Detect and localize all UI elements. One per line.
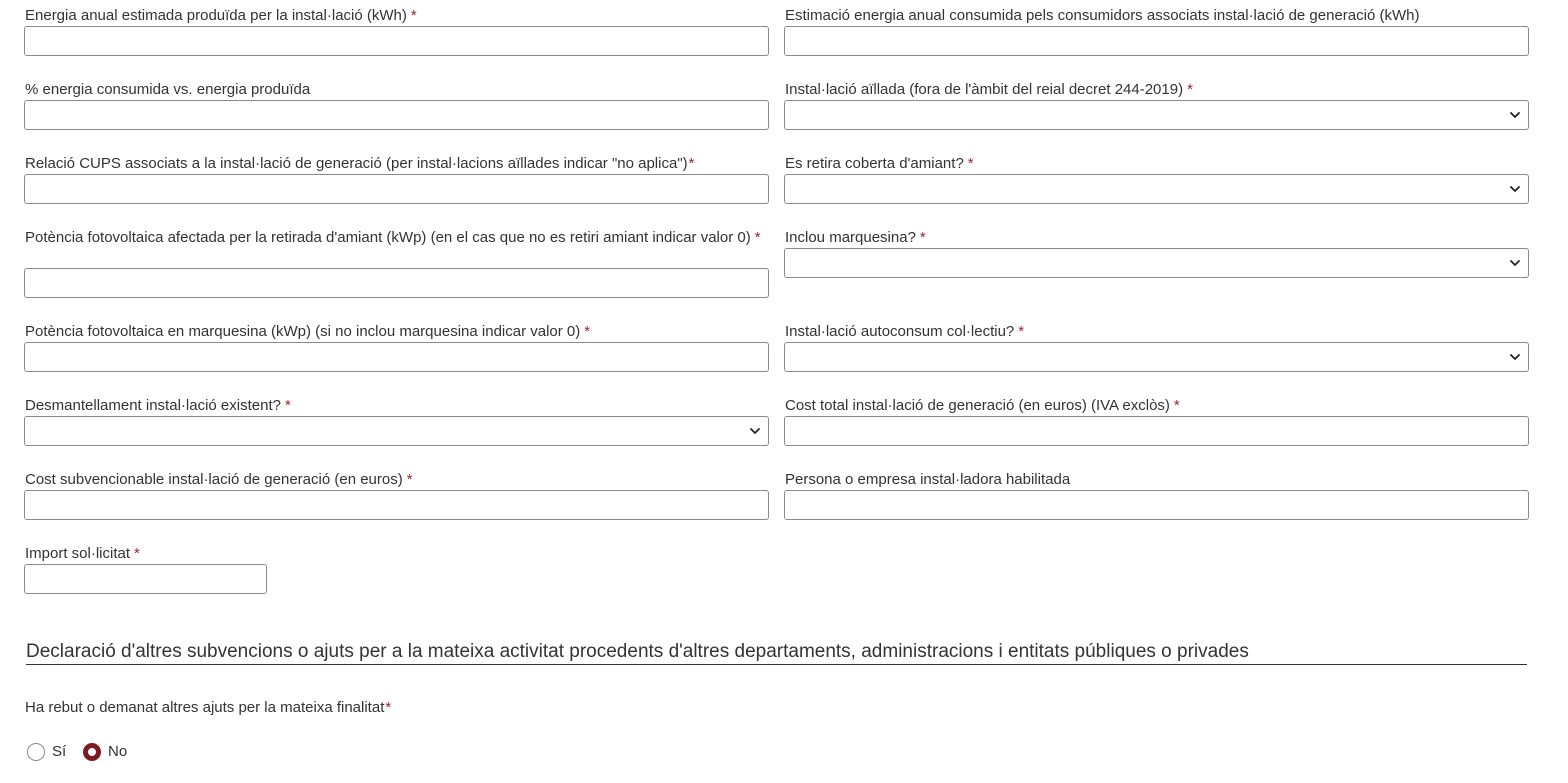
chevron-down-icon: [749, 424, 761, 438]
field-label: Inclou marquesina? *: [785, 229, 926, 246]
field-label: Potència fotovoltaica en marquesina (kWp) (si no inclou marquesina indicar valor 0) *: [25, 323, 591, 340]
potencia-marquesina-input[interactable]: [24, 342, 769, 372]
section-title: Declaració d'altres subvencions o ajuts per a la mateixa activitat procedents d'altres departaments, administracions i entitats públiques o privades: [26, 641, 1249, 662]
estimacio-energia-consumida-input[interactable]: [784, 26, 1529, 56]
field-label: Es retira coberta d'amiant? *: [785, 155, 974, 172]
required-mark: *: [967, 155, 974, 172]
chevron-down-icon: [1509, 256, 1521, 270]
radio-si-label[interactable]: Sí: [52, 743, 67, 760]
field-label: Persona o empresa instal·ladora habilitada: [785, 471, 1071, 488]
radio-si[interactable]: [27, 743, 45, 761]
cost-subvencionable-input[interactable]: [24, 490, 769, 520]
required-mark: *: [284, 397, 291, 414]
percent-energia-consumida-input[interactable]: [24, 100, 769, 130]
radio-no[interactable]: [83, 743, 101, 761]
required-mark: *: [134, 545, 140, 562]
chevron-down-icon: [1509, 182, 1521, 196]
field-label: Cost total instal·lació de generació (en euros) (IVA exclòs) *: [785, 397, 1180, 414]
cost-total-input[interactable]: [784, 416, 1529, 446]
potencia-amiant-input[interactable]: [24, 268, 769, 298]
field-label: Relació CUPS associats a la instal·lació de generació (per instal·lacions aïllades indicar "no aplica")*: [25, 155, 695, 172]
empresa-installadora-input[interactable]: [784, 490, 1529, 520]
retira-amiant-select[interactable]: [784, 174, 1529, 204]
energia-anual-produida-input[interactable]: [24, 26, 769, 56]
required-mark: *: [688, 155, 695, 172]
field-label: Desmantellament instal·lació existent? *: [25, 397, 291, 414]
field-label: Energia anual estimada produïda per la instal·lació (kWh) *: [25, 7, 417, 24]
inclou-marquesina-select[interactable]: [784, 248, 1529, 278]
field-label: Instal·lació aïllada (fora de l'àmbit del reial decret 244-2019) *: [785, 81, 1193, 98]
relacio-cups-input[interactable]: [24, 174, 769, 204]
required-mark: *: [1187, 81, 1193, 98]
other-aid-question: Ha rebut o demanat altres ajuts per la mateixa finalitat*: [25, 699, 392, 716]
required-mark: *: [919, 229, 926, 246]
field-label: Instal·lació autoconsum col·lectiu? *: [785, 323, 1025, 340]
import-sollicitat-input[interactable]: [24, 564, 267, 594]
required-mark: *: [584, 323, 591, 340]
field-label: Estimació energia anual consumida pels consumidors associats instal·lació de generació (kWh): [785, 7, 1420, 24]
installacio-aillada-select[interactable]: [784, 100, 1529, 130]
chevron-down-icon: [1509, 350, 1521, 364]
required-mark: *: [1018, 323, 1025, 340]
field-label: % energia consumida vs. energia produïda: [25, 81, 311, 98]
required-mark: *: [410, 7, 417, 24]
field-label: Import sol·licitat *: [25, 545, 140, 562]
autoconsum-collectiu-select[interactable]: [784, 342, 1529, 372]
required-mark: *: [406, 471, 413, 488]
chevron-down-icon: [1509, 108, 1521, 122]
field-label: Potència fotovoltaica afectada per la retirada d'amiant (kWp) (en el cas que no es retiri amiant indicar valor 0) *: [25, 229, 761, 246]
required-mark: *: [385, 699, 392, 716]
field-label: Cost subvencionable instal·lació de generació (en euros) *: [25, 471, 413, 488]
section-divider: [26, 664, 1527, 665]
required-mark: *: [1173, 397, 1180, 414]
required-mark: *: [754, 229, 761, 246]
radio-no-label[interactable]: No: [108, 743, 128, 760]
desmantellament-select[interactable]: [24, 416, 769, 446]
